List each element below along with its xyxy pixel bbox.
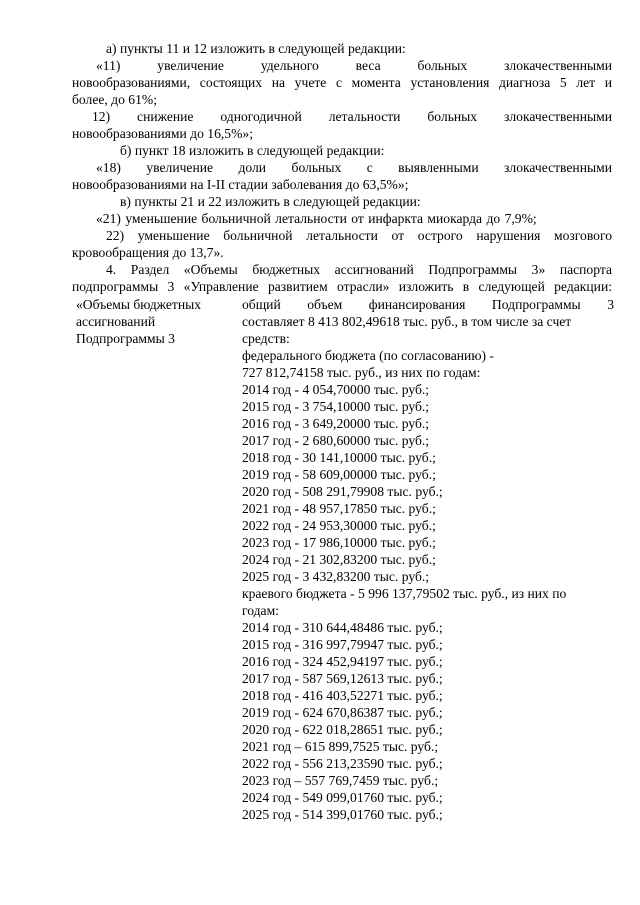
financing-line: общий объем финансирования Подпрограммы 3 — [242, 297, 614, 312]
financing-line: 2016 год - 3 649,20000 тыс. руб.; — [242, 416, 430, 431]
financing-line: 2014 год - 310 644,48486 тыс. руб.; — [242, 620, 443, 635]
item-11-line-1: «11) увеличение удельного веса больных злокачественными — [96, 58, 612, 73]
financing-line: 2017 год - 2 680,60000 тыс. руб.; — [242, 433, 430, 448]
financing-line: 2022 год - 24 953,30000 тыс. руб.; — [242, 518, 436, 533]
passport-label — [76, 296, 236, 347]
financing-line: 2023 год – 557 769,7459 тыс. руб.; — [242, 773, 439, 788]
financing-line: 727 812,74158 тыс. руб., из них по годам: — [242, 365, 481, 380]
financing-line: 2023 год - 17 986,10000 тыс. руб.; — [242, 535, 436, 550]
financing-line: 2025 год - 514 399,01760 тыс. руб.; — [242, 807, 443, 822]
item-18-line-2: новообразованиями на I-II стадии заболевания до 63,5%»; — [72, 177, 409, 192]
financing-line: составляет 8 413 802,49618 тыс. руб., в том числе за счет — [242, 314, 572, 329]
financing-line: федерального бюджета (по согласованию) - — [242, 348, 494, 363]
financing-line: 2019 год - 624 670,86387 тыс. руб.; — [242, 705, 443, 720]
financing-line: 2015 год - 316 997,79947 тыс. руб.; — [242, 637, 443, 652]
passport-financing-text — [242, 296, 614, 823]
financing-line: 2025 год - 3 432,83200 тыс. руб.; — [242, 569, 430, 584]
financing-line: 2018 год - 416 403,52271 тыс. руб.; — [242, 688, 443, 703]
financing-line: средств: — [242, 331, 290, 346]
item-11-line-2: новообразованиями, состоящих на учете с момента установления диагноза 5 лет и — [72, 75, 612, 90]
financing-line: 2016 год - 324 452,94197 тыс. руб.; — [242, 654, 443, 669]
financing-line: 2021 год - 48 957,17850 тыс. руб.; — [242, 501, 436, 516]
financing-line: 2021 год – 615 899,7525 тыс. руб.; — [242, 739, 439, 754]
financing-line: 2022 год - 556 213,23590 тыс. руб.; — [242, 756, 443, 771]
financing-line: 2018 год - 30 141,10000 тыс. руб.; — [242, 450, 436, 465]
item-22-line-1: 22) уменьшение больничной летальности от острого нарушения мозгового — [106, 228, 612, 243]
item-11-line-3: более, до 61%; — [72, 92, 157, 107]
item-12-line-2: новообразованиями до 16,5%»; — [72, 126, 253, 141]
financing-line: 2015 год - 3 754,10000 тыс. руб.; — [242, 399, 430, 414]
item-a-intro: а) пункты 11 и 12 изложить в следующей редакции: — [106, 41, 406, 56]
financing-line: краевого бюджета - 5 996 137,79502 тыс. руб., из них по — [242, 586, 567, 601]
financing-line: 2020 год - 622 018,28651 тыс. руб.; — [242, 722, 443, 737]
financing-line: 2014 год - 4 054,70000 тыс. руб.; — [242, 382, 430, 397]
item-21-line: «21) уменьшение больничной летальности от инфаркта миокарда до 7,9%; — [96, 211, 537, 226]
passport-label-line: «Объемы бюджетных — [76, 297, 202, 312]
item-22-line-2: кровообращения до 13,7». — [72, 245, 224, 260]
item-12-line-1: 12) снижение одногодичной летальности больных злокачественными — [92, 109, 612, 124]
item-b-intro: б) пункт 18 изложить в следующей редакции: — [120, 143, 385, 158]
financing-line: 2017 год - 587 569,12613 тыс. руб.; — [242, 671, 443, 686]
item-18-line-1: «18) увеличение доли больных с выявленными злокачественными — [96, 160, 612, 175]
financing-line: годам: — [242, 603, 279, 618]
financing-line: 2019 год - 58 609,00000 тыс. руб.; — [242, 467, 436, 482]
passport-label-line: ассигнований — [76, 314, 156, 329]
item-4-line-2: подпрограммы 3 «Управление развитием отрасли» изложить в следующей редакции: — [72, 279, 612, 294]
financing-line: 2024 год - 549 099,01760 тыс. руб.; — [242, 790, 443, 805]
financing-line: 2024 год - 21 302,83200 тыс. руб.; — [242, 552, 436, 567]
item-4-line-1: 4. Раздел «Объемы бюджетных ассигнований Подпрограммы 3» паспорта — [106, 262, 612, 277]
financing-line: 2020 год - 508 291,79908 тыс. руб.; — [242, 484, 443, 499]
item-v-intro: в) пункты 21 и 22 изложить в следующей редакции: — [120, 194, 421, 209]
passport-label-line: Подпрограммы 3 — [76, 331, 175, 346]
